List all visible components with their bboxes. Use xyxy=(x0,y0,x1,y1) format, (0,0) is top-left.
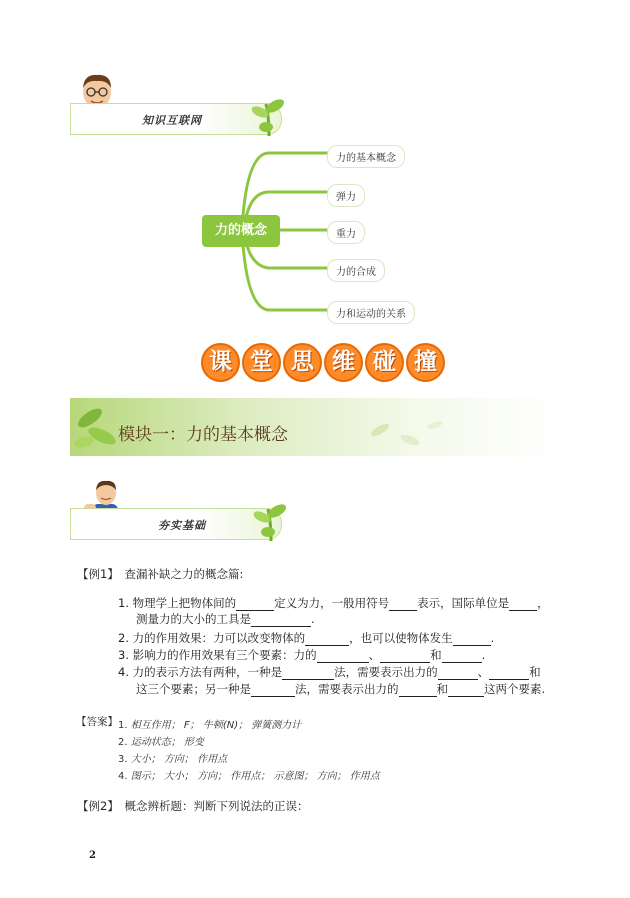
answer-line: 3. 大小； 方向； 作用点 xyxy=(118,754,228,765)
answer-line: 2. 运动状态； 形变 xyxy=(118,737,204,748)
answer-blank[interactable] xyxy=(282,667,334,680)
knowledge-header-label: 知识互联网 xyxy=(142,114,202,127)
question-item-continued: 这三个要素；另一种是 法，需要表示出力的 和 这两个要素. xyxy=(136,682,546,696)
answer-blank[interactable] xyxy=(380,650,430,663)
page-number: 2 xyxy=(89,850,96,861)
module-title: 模块一：力的基本概念 xyxy=(118,425,288,445)
answer-blank[interactable] xyxy=(389,598,417,611)
class-title-char: 课 xyxy=(201,343,240,382)
example1-title: 查漏补缺之力的概念篇: xyxy=(124,567,244,581)
answer-line: 4. 图示； 大小； 方向； 作用点； 示意图； 方向； 作用点 xyxy=(118,771,380,782)
answer-blank[interactable] xyxy=(399,684,437,697)
mindmap-node: 力的合成 xyxy=(327,259,385,282)
class-title-char: 维 xyxy=(324,343,363,382)
example1-heading xyxy=(77,566,243,582)
mindmap-node: 弹力 xyxy=(327,184,365,207)
answer-blank[interactable] xyxy=(251,684,295,697)
example1-tag: 【例1】 xyxy=(77,567,119,581)
mindmap-node: 力和运动的关系 xyxy=(327,301,415,324)
example2-tag: 【例2】 xyxy=(77,799,119,813)
question-item: 4. 力的表示方法有两种，一种是 法，需要表示出力的 、 和 xyxy=(118,665,541,679)
answer-blank[interactable] xyxy=(509,598,537,611)
class-title-char: 堂 xyxy=(242,343,281,382)
answer-blank[interactable] xyxy=(453,633,491,646)
answer-blank[interactable] xyxy=(438,667,478,680)
answer-blank[interactable] xyxy=(305,633,349,646)
leaf-decoration-icon xyxy=(360,410,450,456)
class-title-char: 撞 xyxy=(406,343,445,382)
question-item: 1. 物理学上把物体间的 定义为力，一般用符号 表示，国际单位是 ， xyxy=(118,596,549,610)
answer-blank[interactable] xyxy=(448,684,484,697)
sprout-icon xyxy=(250,92,288,136)
class-title-char: 思 xyxy=(283,343,322,382)
question-item: 2. 力的作用效果：力可以改变物体的 ，也可以使物体发生 . xyxy=(118,631,495,645)
answer-tag: 【答案】 xyxy=(76,716,118,728)
example2-heading xyxy=(77,798,308,814)
answer-line: 1. 相互作用； F； 牛顿(N)； 弹簧测力计 xyxy=(118,720,302,731)
basic-header-label: 夯实基础 xyxy=(158,519,206,532)
answer-blank[interactable] xyxy=(489,667,529,680)
answer-blank[interactable] xyxy=(442,650,482,663)
answer-blank[interactable] xyxy=(236,598,274,611)
class-title xyxy=(201,343,445,382)
mindmap-root: 力的概念 xyxy=(202,215,280,247)
answer-blank[interactable] xyxy=(251,614,311,627)
question-item-continued: 测量力的大小的工具是 . xyxy=(136,612,315,626)
answer-blank[interactable] xyxy=(317,650,369,663)
mindmap-node: 重力 xyxy=(327,221,365,244)
class-title-char: 碰 xyxy=(365,343,404,382)
example2-title: 概念辨析题：判断下列说法的正误： xyxy=(124,799,309,813)
question-item: 3. 影响力的作用效果有三个要素：力的 、 和 . xyxy=(118,648,486,662)
sprout-icon xyxy=(252,497,290,541)
mindmap-node: 力的基本概念 xyxy=(327,145,405,168)
